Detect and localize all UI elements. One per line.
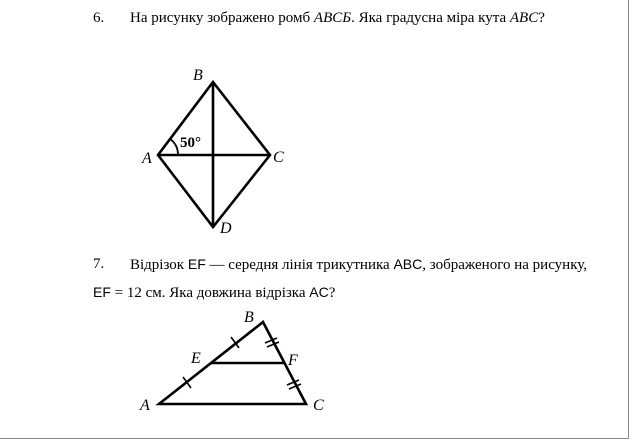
tri-label-e: E	[191, 350, 201, 367]
vertex-label-d: D	[220, 220, 232, 237]
vertex-label-c: C	[273, 149, 284, 166]
tri-label-a: A	[140, 397, 150, 414]
tri-label-c: C	[313, 397, 324, 414]
q7-suffix: , зображеного на рисунку,	[422, 257, 588, 273]
q6-rhombus-name: ABCБ	[313, 10, 352, 26]
vertex-label-b: B	[193, 67, 203, 84]
q6-text-part1: На рисунку зображено ромб	[130, 10, 314, 26]
question-6-number: 6.	[93, 10, 105, 26]
question-7-number: 7.	[93, 256, 105, 272]
q6-text-part2: . Яка градусна міра кута	[351, 10, 510, 26]
q7-ef-value-label: EF	[93, 284, 111, 300]
q7-end: ?	[328, 285, 336, 301]
vertex-label-a: A	[142, 150, 152, 167]
q6-angle-name: ABC	[509, 10, 539, 26]
q7-abc: ABC	[393, 256, 423, 272]
question-7-line1	[130, 256, 587, 274]
tri-label-b: B	[244, 309, 254, 326]
q7-ef: EF	[187, 256, 206, 272]
q7-ac: AC	[309, 284, 329, 300]
q6-text-part3: ?	[538, 10, 545, 26]
q7-prefix: Відрізок	[130, 257, 188, 273]
q7-mid: — середня лінія трикутника	[205, 257, 394, 273]
q7-given: = 12 см. Яка довжина відрізка	[110, 285, 310, 301]
tri-label-f: F	[288, 352, 298, 369]
angle-arc	[171, 139, 179, 155]
angle-label: 50°	[180, 135, 201, 151]
question-7-line2	[93, 284, 335, 302]
